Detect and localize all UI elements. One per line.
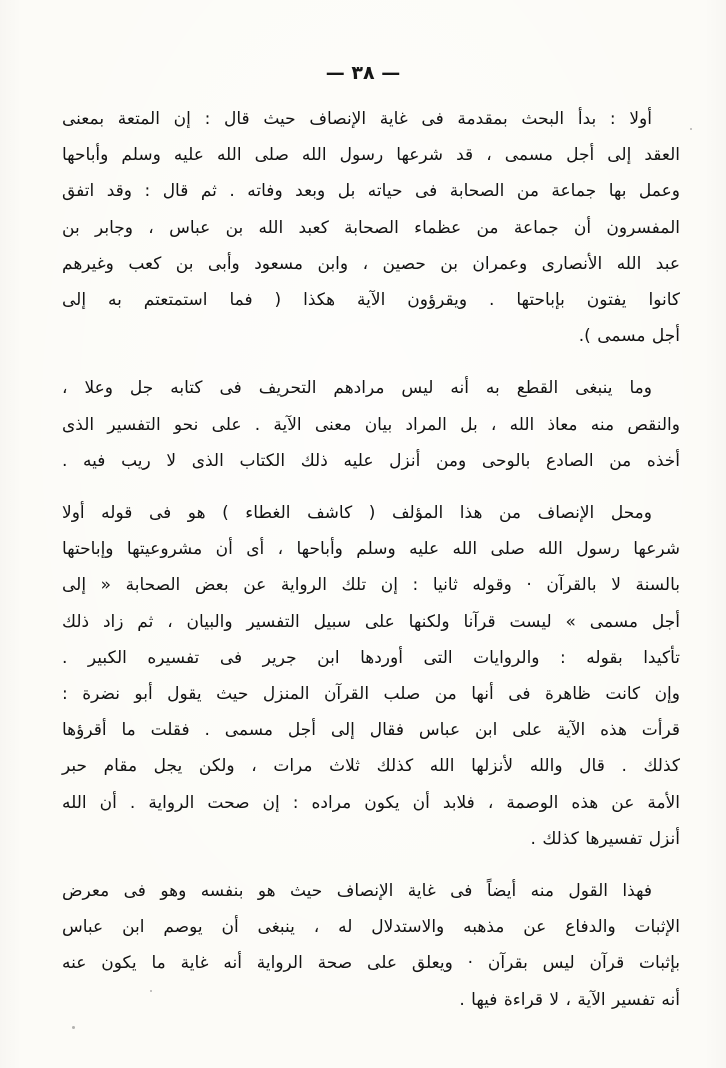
paragraph-1 bbox=[62, 101, 680, 354]
text-line: ومحل الإنصاف من هذا المؤلف ( كاشف الغطاء ) هو فى قوله أولا bbox=[62, 503, 652, 524]
text-line: تأكيدا بقوله : والروايات التى أوردها ابن جرير فى تفسيره الكبير . bbox=[62, 647, 680, 668]
paragraph-3 bbox=[62, 495, 680, 857]
text-line: عبد الله الأنصارى وعمران بن حصين ، وابن مسعود وأبى بن كعب وغيرهم bbox=[62, 253, 680, 274]
text-line: المفسرون أن جماعة من عظماء الصحابة كعبد الله بن عباس ، وجابر بن bbox=[62, 217, 680, 238]
text-line: فهذا القول منه أيضاً فى غاية الإنصاف حيث هو بنفسه وهو فى معرض bbox=[62, 881, 652, 902]
text-line: وإن كانت ظاهرة فى أنها من صلب القرآن المنزل حيث يقول أبو نضرة : bbox=[62, 684, 680, 705]
scan-speck bbox=[150, 990, 152, 992]
text-line: شرعها رسول الله صلى الله عليه وسلم وأباحها ، أى أن مشروعيتها وإباحتها bbox=[62, 539, 680, 560]
text-line: والنقص منه معاذ الله ، بل المراد بيان معنى الآية . على نحو التفسير الذى bbox=[62, 414, 680, 435]
text-line: كانوا يفتون بإباحتها . ويقرؤون الآية هكذا ( فما استمتعتم به إلى bbox=[62, 290, 680, 311]
text-line: بالسنة لا بالقرآن · وقوله ثانيا : إن تلك الرواية عن بعض الصحابة « إلى bbox=[62, 575, 680, 596]
page-number: — ٣٨ — bbox=[325, 62, 401, 84]
text-line: بإثبات قرآن ليس بقرآن · ويعلق على صحة الرواية أنه غاية ما يكون عنه bbox=[62, 953, 680, 974]
scan-speck bbox=[690, 128, 692, 130]
paragraph-4 bbox=[62, 873, 680, 1018]
text-line: كذلك . قال والله لأنزلها الله كذلك ثلاث مرات ، ولكن يجل مقام حبر bbox=[62, 756, 680, 777]
text-line: أنه تفسير الآية ، لا قراءة فيها . bbox=[459, 989, 680, 1010]
paragraph-2 bbox=[62, 370, 680, 479]
text-line: وما ينبغى القطع به أنه ليس مرادهم التحريف فى كتابه جل وعلا ، bbox=[62, 378, 652, 399]
text-line: العقد إلى أجل مسمى ، قد شرعها رسول الله صلى الله عليه وسلم وأباحها bbox=[62, 145, 680, 166]
text-line: أجل مسمى ). bbox=[578, 326, 680, 347]
text-line: أولا : بدأ البحث بمقدمة فى غاية الإنصاف حيث قال : إن المتعة بمعنى bbox=[62, 109, 652, 129]
text-line: أنزل تفسيرها كذلك . bbox=[530, 828, 680, 849]
text-line: أجل مسمى » ليست قرآنا ولكنها على سبيل التفسير والبيان ، ثم زاد ذلك bbox=[62, 611, 680, 632]
text-line: الإثبات والدفاع عن مذهبه والاستدلال له ، ينبغى أن يوصم ابن عباس bbox=[62, 917, 680, 938]
scan-speck bbox=[72, 1026, 75, 1029]
text-line: أخذه من الصادع بالوحى ومن أنزل عليه ذلك الكتاب الذى لا ريب فيه . bbox=[62, 450, 680, 471]
text-line: قرأت هذه الآية على ابن عباس فقال إلى أجل مسمى . فقلت ما أقرؤها bbox=[62, 720, 680, 741]
body-text bbox=[62, 101, 680, 1034]
text-line: الأمة عن هذه الوصمة ، فلابد أن يكون مراده : إن صحت الرواية . أن الله bbox=[62, 792, 680, 813]
text-line: وعمل بها جماعة من الصحابة فى حياته بل وبعد وفاته . ثم قال : وقد اتفق bbox=[62, 181, 680, 202]
